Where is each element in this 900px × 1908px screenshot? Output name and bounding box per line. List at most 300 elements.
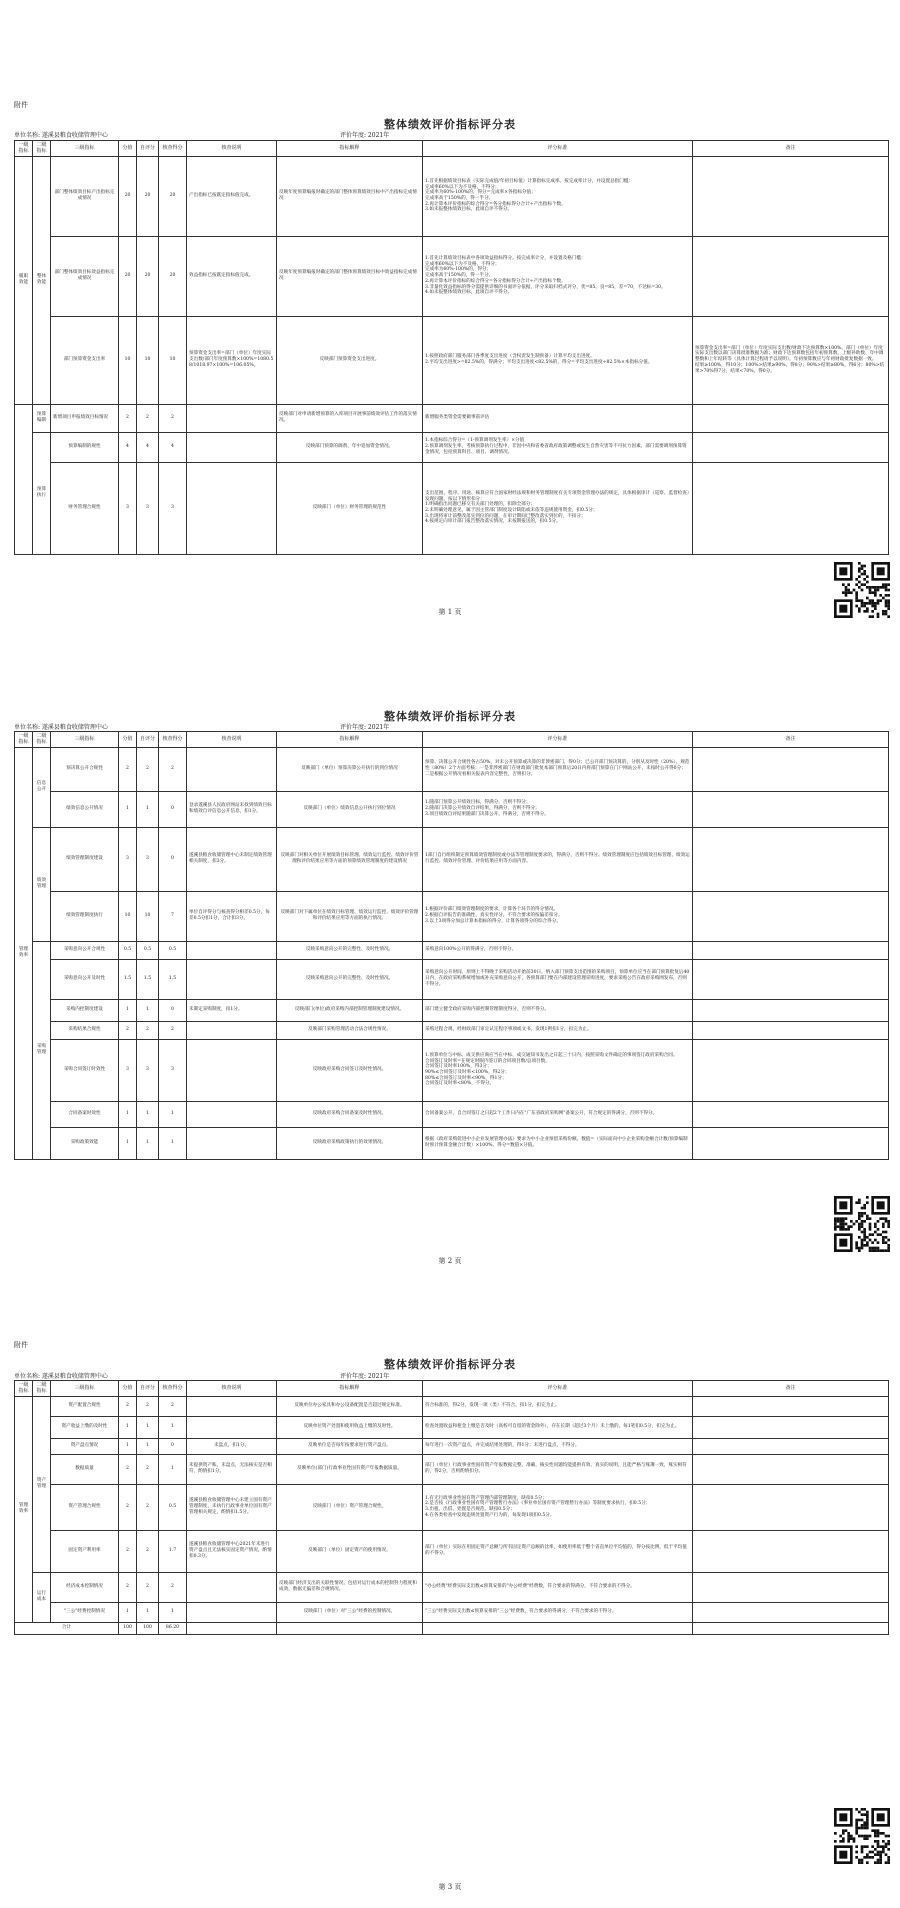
level3-cell: 预算编制的规性 [51,432,119,462]
criteria-cell: 1部门自行组织制定预算绩效管理制度或办法等管理制度要求的，得满分，否则不得分。绩效管理制度应包括绩效目标管理、绩效运行监控、绩效评价管理、评价结果应用等方面内容。 [423,827,693,891]
remark-cell [693,462,889,554]
explain-cell: 反映单位资产处置和使用收益上缴的及时性。 [277,1416,423,1438]
annex-label: 附件 [14,1341,28,1349]
level3-cell: 部门预算资金支出率 [51,316,119,404]
level3-cell: 绩效信息公开情况 [51,791,119,827]
check-note-cell [187,1396,277,1416]
page-2 [0,700,900,1320]
page-title: 整体绩效评价指标评分表 [384,1358,516,1371]
criteria-cell: 采购过程合规，经财政部门审定认定程序事项或文书，发现1例扣1分，扣完为止。 [423,1021,693,1039]
score-cell: 1.5 [119,959,137,999]
check-note-cell: 遂溪县粮食收储管理中心2021年未进行资产盘点且无法核实固定资产情况，酌情扣0.3分。 [187,1530,277,1572]
check-score-cell: 4 [159,432,187,462]
level3-cell: 资产管理合规性 [51,1484,119,1530]
remark-cell [693,1572,889,1602]
criteria-cell: 1.首先根据绩效目标表（实际完成值/年初目标值）计算指标完成率。按完成率计分，并设置总指门槛： 完成率60%以下为不及格，不得分； 完成率为60%-100%的，得分=完成率×各指标分值； 完成率高于150%的，得一半分。 2.再计算本评价指标的综合得分=各分指标得分合计÷产出指标个数。 3.如未报整体绩效目标，此项自评不得分。 [423,156,693,236]
explain-cell: 反映采购意向公开的完整性、及时性情况。 [277,941,423,959]
criteria-cell: 采购意向公开时间，原则上不得晚于采购活动开始前30日。纳入部门预算支出范围的采购项目，预算单位应当在部门预算批复后40日内，在政府采购系统增加或补充采购意向公开，各预算部门要在内部建设管理采购进度，要求采购公告在政府采购网发布，否则不得分。 [423,959,693,999]
explain-cell: 反映部门（单位）固定资产的使用情况。 [277,1530,423,1572]
table-row [15,959,889,999]
check-note-cell: 未提供资产账、未盘点，无法核实是否相符，酌情扣1分。 [187,1454,277,1484]
check-score-cell: 0 [159,999,187,1021]
check-note-cell [187,1101,277,1127]
score-cell: 1 [119,1101,137,1127]
explain-cell: 反映部门采购管理活动合法合规性情况。 [277,1021,423,1039]
level3-cell: 采购意向公开合规性 [51,941,119,959]
check-score-cell: 10 [159,316,187,404]
level3-cell: 采购合同签订时效性 [51,1039,119,1101]
remark-cell [693,891,889,941]
header-cell: 分值 [119,732,137,748]
check-score-cell: 2 [159,1572,187,1602]
level3-cell: 部门整体绩效目标产出指标完成情况 [51,156,119,236]
check-score-cell: 0 [159,791,187,827]
score-cell: 20 [119,236,137,316]
check-note-cell [187,1416,277,1438]
check-note-cell [187,1021,277,1039]
table-row [15,1039,889,1101]
explain-cell: 反映采购意向公开的完整性、及时性情况。 [277,959,423,999]
header-cell: 评分标准 [423,732,693,748]
page-1 [0,0,900,640]
check-score-cell: 7 [159,891,187,941]
self-score-cell: 3 [137,1039,159,1101]
check-score-cell: 3 [159,462,187,554]
criteria-cell: 预算、决算公开合规性各占50%，对未公开预算或决算的非涉密部门，得0分；已公开部门预决算的，分别从及时性（20%）、规范性（80%）2个方面考核：一是非涉密部门在财政部门批复本部门预算后20日内将部门预算在门户网站公开，未按时公开得0分；二是根据公开情况看相关报表内容完整性，否则扣分。 [423,747,693,791]
score-cell: 4 [119,432,137,462]
score-cell: 20 [119,156,137,236]
score-cell: 3 [119,462,137,554]
self-score-cell: 20 [137,156,159,236]
page-3 [0,1320,900,1908]
remark-cell [693,1454,889,1484]
table-row [15,941,889,959]
check-note-cell: 未盘点，扣1分。 [187,1438,277,1454]
criteria-cell: 支出范围、程序、用途、核算应符合国家财经法规和财务管理制度有关专项资金管理办法的规定，具体根据审计（巡察、监督检查）发现问题，按以下情形扣分： 1.明确指出问题已移交有关部门处理的，扣除全部分； 2.未明确处理意见，属于因主管部门制度设计缺陷或未依等违规使用资金，扣0.5分； 3.出现将审计前整改落实到位的问题，在审计期间已整改落实到位的，不扣分； 4.按规定向审计部门报告整改落实情况，未按期报送的，扣0.5分。 [423,462,693,554]
score-cell: 1 [119,1416,137,1438]
total-self-score: 100 [137,1622,159,1634]
page-number: 第 3 页 [438,1883,462,1891]
unit-name: 单位名称: 遂溪县粮食收储管理中心 [14,1373,108,1380]
remark-cell [693,1438,889,1454]
self-score-cell: 0.5 [137,941,159,959]
remark-cell [693,747,889,791]
level3-cell: 绩效管理制度建设 [51,827,119,891]
self-score-cell: 1 [137,999,159,1021]
score-cell: 0.5 [119,941,137,959]
header-cell: 核查说明 [187,141,277,157]
explain-cell: 反映部门预算的调剂、年中追加资金情况。 [277,432,423,462]
check-score-cell: 1 [159,1454,187,1484]
score-cell: 2 [119,1530,137,1572]
header-cell: 三级指标 [51,732,119,748]
score-cell: 3 [119,827,137,891]
criteria-cell: 新增服务类资金需要做事前评估 [423,404,693,432]
header-cell: 分值 [119,1381,137,1397]
table-row [15,891,889,941]
header-cell: 指标解释 [277,141,423,157]
score-table-3 [14,1380,889,1635]
header-cell: 自评分 [137,732,159,748]
check-score-cell: 2 [159,747,187,791]
check-score-cell: 3 [159,1039,187,1101]
remark-cell [693,827,889,891]
table-row [15,999,889,1021]
check-note-cell: 单位自评得分与核查得分相差0.5分，每差0.5分扣1分，合计扣3分。 [187,891,277,941]
total-check-score: 86.20 [159,1622,187,1634]
score-cell: 2 [119,1454,137,1484]
eval-year: 评价年度: 2021年 [340,724,390,731]
level3-cell: 采购政策效能 [51,1127,119,1159]
explain-cell: 反映部门对申请新增预算的入库项目开展事前绩效评估工作的落实情况。 [277,404,423,432]
check-score-cell: 1 [159,1416,187,1438]
remark-cell [693,1416,889,1438]
check-note-cell [187,1039,277,1101]
check-score-cell: 1 [159,1127,187,1159]
table-row [15,462,889,554]
check-note-cell [187,1127,277,1159]
table-row [15,1101,889,1127]
score-cell: 2 [119,1396,137,1416]
remark-cell [693,1530,889,1572]
empty-cell [693,1622,889,1634]
score-cell: 1 [119,791,137,827]
check-note-cell: 登录遂溪县人民政府网站未找到绩效目标和绩效自评信息公开信息，扣1分。 [187,791,277,827]
self-score-cell: 3 [137,462,159,554]
remark-cell [693,1127,889,1159]
check-note-cell: 未制定采购制度，扣1分。 [187,999,277,1021]
table-row [15,1021,889,1039]
page-number: 第 1 页 [438,608,462,616]
explain-cell: 反映年度预算编报时确定的部门整体预算绩效目标中产出指标完成情况 [277,156,423,236]
header-cell: 核查得分 [159,732,187,748]
self-score-cell: 2 [137,1454,159,1484]
header-cell: 三级指标 [51,141,119,157]
header-cell: 二级指标 [33,732,51,748]
score-cell: 1 [119,1127,137,1159]
self-score-cell: 1 [137,1438,159,1454]
criteria-cell: "三公"经费实际支出数≤预算安排的"三公"经费数，符合要求的得满分，不符合要求的不得分。 [423,1602,693,1622]
self-score-cell: 1 [137,1602,159,1622]
eval-year: 评价年度: 2021年 [340,132,390,139]
level3-cell: 采购意向公开及时性 [51,959,119,999]
self-score-cell: 20 [137,236,159,316]
check-score-cell: 2 [159,1396,187,1416]
self-score-cell: 10 [137,316,159,404]
check-note-cell [187,959,277,999]
score-table-2 [14,731,889,1160]
header-cell: 核查说明 [187,1381,277,1397]
check-note-cell [187,941,277,959]
remark-cell: 预算资金支出率=部门（单位）年度实际支出数/财政下达预算数×100%，部门（单位）年度实际支出数以部门决算批准数据为准；财政下达预算数包括年初预算数、上级补助数、年中调整数和上年结转等（具体计算过程请予以说明）。年初预算数应与年初财政批复数据一致。 结果≥100%，得10分；100%>结果≥90%，得8分；90%>结果≥80%，得6分；80%>结果>70%得7分，结果<70%，得0分。 [693,316,889,404]
empty-cell [423,1622,693,1634]
criteria-cell: 1.预算单位与中标、成交供应商应当在中标、成交通知书发出之日起三十日内，按照采购文件确定的事项签订政府采购合同。 合同签订及时率=在规定时限内签订的合同项目数/总项目数。 合同签订及时率100%，得3分； 90%≤合同签订及时率<100%，得2分； 80%≤合同签订及时率<90%，得1分； 合同签订及时率<80%，不得分。 [423,1039,693,1101]
total-row [15,1622,889,1634]
explain-cell: 反映部门经济支出的关联性情况，包括对运行成本的控制努力程度和成效，数据无偏差和合规情况。 [277,1572,423,1602]
remark-cell [693,959,889,999]
table-row [15,827,889,891]
score-cell: 10 [119,891,137,941]
score-cell: 1 [119,999,137,1021]
check-score-cell: 0 [159,827,187,891]
header-cell: 一级指标 [15,141,33,157]
explain-cell: 反映部门（单位）财务管理的规范性 [277,462,423,554]
level2-cell: 绩效管理 [33,827,51,941]
explain-cell: 反映单位(部门)行政事业性国有资产年报数据质量。 [277,1454,423,1484]
level3-cell: 新增项目申报绩效目标情况 [51,404,119,432]
check-score-cell: 0 [159,1438,187,1454]
level2-cell: 预算编制 [33,404,51,432]
eval-year: 评价年度: 2021年 [340,1373,390,1380]
header-cell: 二级指标 [33,1381,51,1397]
self-score-cell: 1.5 [137,959,159,999]
self-score-cell: 2 [137,404,159,432]
check-note-cell [187,432,277,462]
self-score-cell: 2 [137,1484,159,1530]
header-cell: 自评分 [137,141,159,157]
explain-cell: 反映部门（单位）对"三公"经费的控制情况。 [277,1602,423,1622]
level1-cell: 管理效率 [15,747,33,1159]
level3-cell: 资产盘点情况 [51,1438,119,1454]
criteria-cell: 1.本指标综合得分=（1-预算调剂发生率）×分值 2.预算调剂发生率，考核预算执行过程中，非因中央和省委省政府政策调整或发生自然灾害等不可抗力因素，部门需要调剂预算资金情况，包括预算科目、项目、调剂情况。 [423,432,693,462]
check-score-cell: 20 [159,236,187,316]
table-row [15,1438,889,1454]
header-cell: 核查说明 [187,732,277,748]
header-cell: 备注 [693,1381,889,1397]
remark-cell [693,1484,889,1530]
table-row [15,747,889,791]
table-row [15,316,889,404]
check-score-cell: 2 [159,1021,187,1039]
check-score-cell: 2 [159,404,187,432]
level3-cell: 合同备案时效性 [51,1101,119,1127]
check-score-cell: 1.5 [159,959,187,999]
page-title: 整体绩效评价指标评分表 [384,118,516,131]
remark-cell [693,1602,889,1622]
criteria-cell: 1.首先计算绩效目标表中各项效益指标得分。按完成率计分，并设置及格门槛： 完成率60%以下为不及格，不得分； 完成率为60%-100%的，得分； 完成率高于150%的，得一半分。 2.再计算本评价指标的综合得分=各分指标得分合计÷产出指标个数。 3.非量化效益指标的得分需提供详细的书面评分依据，评分采取归档式评分，优=85、良=85，差=70，不达标=30。 4.如未报整体绩效目标，此项自评不得分。 [423,236,693,316]
criteria-cell: 符合标准的，得2分，发现一项（类）不符合，扣1分，扣完为止。 [423,1396,693,1416]
level2-cell: 资产管理 [33,1396,51,1572]
level3-cell: 资产配置合规性 [51,1396,119,1416]
header-cell: 核查得分 [159,1381,187,1397]
unit-name: 单位名称: 遂溪县粮食收储管理中心 [14,724,108,731]
header-cell: 备注 [693,732,889,748]
score-cell: 2 [119,1572,137,1602]
level2-cell: 信息公开 [33,747,51,827]
unit-name: 单位名称: 遂溪县粮食收储管理中心 [14,132,108,139]
explain-cell: 反映部门预算资金支出进度。 [277,316,423,404]
score-cell: 2 [119,404,137,432]
check-score-cell: 0.5 [159,1484,187,1530]
criteria-cell: 1.随部门预算公开绩效目标，得满分，否则不得分； 2.随部门决算公开绩效自评结果，得满分，否则不得分； 3.项目绩效自评结果随部门决算公开，得满分，否则不得分。 [423,791,693,827]
explain-cell: 反映单位办公家具和办公设备配置是否超过规定标准。 [277,1396,423,1416]
self-score-cell: 2 [137,1021,159,1039]
score-cell: 2 [119,1021,137,1039]
explain-cell: 反映政府采购合同签订及时性情况。 [277,1039,423,1101]
check-note-cell [187,1602,277,1622]
level3-cell: 数据质量 [51,1454,119,1484]
self-score-cell: 1 [137,1127,159,1159]
remark-cell [693,1021,889,1039]
remark-cell [693,156,889,236]
table-row [15,1530,889,1572]
header-cell: 备注 [693,141,889,157]
level2-cell: 整体效能 [33,156,51,404]
header-cell: 三级指标 [51,1381,119,1397]
level3-cell: 财务管理合规性 [51,462,119,554]
check-score-cell: 1.7 [159,1530,187,1572]
qr-code-icon [834,1196,890,1252]
criteria-cell: 检查处置收益和租金上缴是否及时（高校可自留的资金除外），存在长期（超过3个月）未上缴的，每1笔扣0.5分，扣完为止。 [423,1416,693,1438]
header-cell: 核查得分 [159,141,187,157]
check-score-cell: 20 [159,156,187,236]
score-table-1 [14,140,889,555]
table-row [15,236,889,316]
criteria-cell: "办公经费"经费实际支出数≤预算安排的"办公经费"经费数，符合要求的得满分，不符合要求的不得分。 [423,1572,693,1602]
table-row [15,1484,889,1530]
check-note-cell: 产出指标已按既定指标值完成。 [187,156,277,236]
empty-cell [277,1622,423,1634]
criteria-cell: 1.按照政府部门服务部门各季度支出进度（含权责发生制预备）计算平均支出进度。 2.平均支出进度>=82.5%的，得满分；平均支出进度<82.5%的，得分=平均支出进度÷82.5%×本指标分值。 [423,316,693,404]
header-cell: 自评分 [137,1381,159,1397]
check-note-cell: 遂溪县粮食收储管理中心未制定绩效管理相关制度，扣3分。 [187,827,277,891]
score-cell: 2 [119,747,137,791]
criteria-cell: 1.根据评价部门绩效管理制度的要求，计算各个环节的得分情况。 2.根据自评报告的准确性、真实性评分，不符合要求的按偏差扣分。 3.以上3项得分加总计算本指标的得分，计算各项得分的综合得分。 [423,891,693,941]
total-label: 合计 [15,1622,119,1634]
header-cell: 一级指标 [15,1381,33,1397]
header-cell: 二级指标 [33,141,51,157]
criteria-cell: 部门（单位）实际在用固定资产总额与所有固定资产总额的比率，如使用率低于整个省直单位平均值的，得分按比例，低于平均值的不得分。 [423,1530,693,1572]
level2-cell: 采购管理 [33,941,51,1159]
table-row [15,1127,889,1159]
score-cell: 1 [119,1602,137,1622]
criteria-cell: 部门建立健全政府采购内部控制管理制度得分，否则不得分。 [423,999,693,1021]
explain-cell: 反映部门对相关单位开展绩效目标管理、绩效运行监控、绩效评价管理和评价结果应用等方面的预算绩效管理制度的建设情况 [277,827,423,891]
self-score-cell: 2 [137,1572,159,1602]
level1-cell: 履职效能 [15,156,33,404]
remark-cell [693,999,889,1021]
check-note-cell [187,747,277,791]
self-score-cell: 3 [137,827,159,891]
explain-cell: 反映部门（单位）绩效信息公开执行到位情况 [277,791,423,827]
level3-cell: 预决算公开合规性 [51,747,119,791]
explain-cell: 反映部门(单位)政府采购内部控制管理制度建设情况。 [277,999,423,1021]
self-score-cell: 1 [137,1101,159,1127]
table-row [15,1602,889,1622]
self-score-cell: 2 [137,747,159,791]
self-score-cell: 4 [137,432,159,462]
header-cell: 指标解释 [277,732,423,748]
explain-cell: 反映部门（单位）预算决算公开执行的到位情况 [277,747,423,791]
table-row [15,432,889,462]
level3-cell: 采购结果合规性 [51,1021,119,1039]
header-row [15,141,889,157]
remark-cell [693,1396,889,1416]
check-note-cell: 预算资金支出率=部门（单位）年度实际支出数/部门年度预算数×100%=1080.58/1018.97×100%=106.05%。 [187,316,277,404]
level1-cell: 管理效率 [15,1396,33,1622]
empty-cell [187,1622,277,1634]
table-row [15,1396,889,1416]
remark-cell [693,941,889,959]
level2-cell: 运行成本 [33,1572,51,1622]
check-score-cell: 0.5 [159,941,187,959]
explain-cell: 反映部门（单位）资产管理合规性。 [277,1484,423,1530]
self-score-cell: 1 [137,1416,159,1438]
level2-cell: 预算执行 [33,432,51,554]
level3-cell: 资产收益上缴的及时性 [51,1416,119,1438]
explain-cell: 反映年度预算编报时确定的部门整体预算绩效目标中效益指标完成情况 [277,236,423,316]
check-note-cell: 遂溪县粮食收储管理中心未建立国有资产管理制度，未执行行政事业单位国有资产管理相关规定，酌情扣1.5分。 [187,1484,277,1530]
check-note-cell: 效益指标已按既定指标值完成。 [187,236,277,316]
page-number: 第 2 页 [438,1257,462,1265]
table-row [15,404,889,432]
check-note-cell [187,404,277,432]
remark-cell [693,1101,889,1127]
explain-cell: 反映单位是否每年按要求进行资产盘点。 [277,1438,423,1454]
self-score-cell: 1 [137,791,159,827]
page-title: 整体绩效评价指标评分表 [384,710,516,723]
check-score-cell: 1 [159,1602,187,1622]
criteria-cell: 部门（单位）行政事业性国有资产年报数据完整、准确，核实性问题均能提供有效、真实的说明，且能严格与账簿一致，账实相符的，得2分，否则酌情扣分。 [423,1454,693,1484]
score-cell: 1 [119,1438,137,1454]
self-score-cell: 2 [137,1396,159,1416]
check-note-cell [187,1572,277,1602]
level3-cell: 绩效管理制度执行 [51,891,119,941]
check-score-cell: 1 [159,1101,187,1127]
remark-cell [693,1039,889,1101]
annex-label: 附件 [14,101,28,109]
criteria-cell: 1.有无行政事业性国有资产管理内部管理制度，缺扣0.5分； 2.是否按《行政事业性国有资产管理暂行办法》《事业单位国有资产管理暂行办法》等制度要求执行，扣0.5分； 3.出租、出借、处置是否规范，缺扣0.5分； 4.在各类检查中发现违规处置资产行为的，每发现1项扣0.5分。 [423,1484,693,1530]
level3-cell: 经济成本控制情况 [51,1572,119,1602]
header-cell: 评分标准 [423,1381,693,1397]
level3-cell: 固定资产利用率 [51,1530,119,1572]
criteria-cell: 每年进行一次资产盘点，并完成结果处理的，得1分；未进行盘点，不得分。 [423,1438,693,1454]
self-score-cell: 10 [137,891,159,941]
level3-cell: 采购内控制度建设 [51,999,119,1021]
table-row [15,791,889,827]
remark-cell [693,404,889,432]
table-row [15,1572,889,1602]
level3-cell: "三公"经费控制情况 [51,1602,119,1622]
level1-cell [15,404,33,554]
score-cell: 3 [119,1039,137,1101]
criteria-cell: 根据《政府采购促进中小企业发展管理办法》要求为中小企业预留采购份额。数值=（实际面向中小企业采购金额合计数/预算编制时预计预算金额合计数）×100%，得分=数值×分值。 [423,1127,693,1159]
explain-cell: 反映部门对下属单位在绩效目标管理、绩效运行监控、绩效评价管理和评价结果应用等方面的执行情况。 [277,891,423,941]
remark-cell [693,236,889,316]
table-row [15,1454,889,1484]
header-cell: 指标解释 [277,1381,423,1397]
check-note-cell [187,462,277,554]
explain-cell: 反映政府采购政策执行的效果情况。 [277,1127,423,1159]
score-cell: 10 [119,316,137,404]
score-cell: 2 [119,1484,137,1530]
criteria-cell: 采购意向100%公开的得满分，否则不得分。 [423,941,693,959]
explain-cell: 反映政府采购合同备案及时性情况。 [277,1101,423,1127]
criteria-cell: 合同备案公开，自合同签订之日起2个工作日内在"广东省政府采购网"备案公开，符合规定的得满分，否则不得分。 [423,1101,693,1127]
header-cell: 一级指标 [15,732,33,748]
level3-cell: 部门整体绩效目标效益指标完成情况 [51,236,119,316]
table-row [15,1416,889,1438]
self-score-cell: 2 [137,1530,159,1572]
remark-cell [693,432,889,462]
qr-code-icon [834,1808,890,1864]
header-row [15,732,889,748]
header-cell: 评分标准 [423,141,693,157]
remark-cell [693,791,889,827]
table-row [15,156,889,236]
header-cell: 分值 [119,141,137,157]
header-row [15,1381,889,1397]
